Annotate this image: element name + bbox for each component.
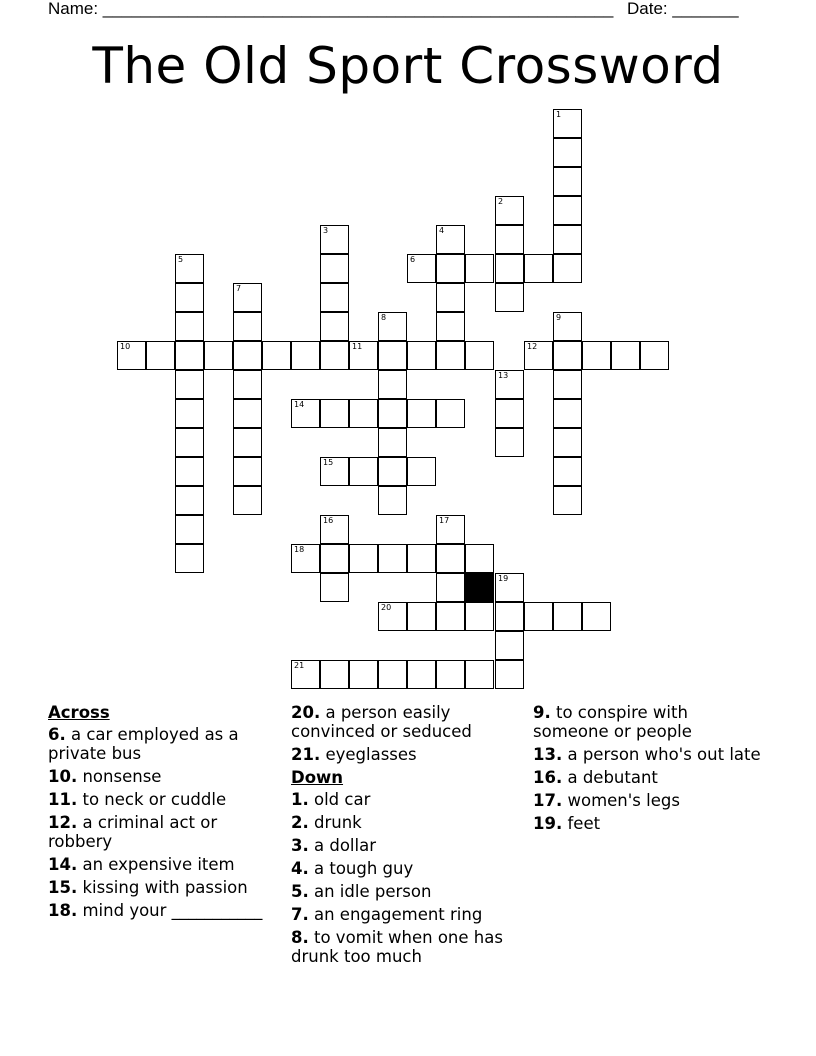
grid-cell[interactable] [349,399,378,428]
grid-cell[interactable] [320,660,349,689]
grid-cell[interactable] [378,399,407,428]
clue-text: to vomit when one has drunk too much [291,928,503,966]
clue-item [533,745,765,764]
clue-text: eyeglasses [320,745,417,764]
grid-cell[interactable] [378,602,407,631]
grid-cell[interactable] [436,573,465,602]
grid-cell[interactable] [407,341,436,370]
grid-cell[interactable] [204,341,233,370]
clue-number-label: 1. [291,790,309,809]
down-clue-list [291,790,523,966]
grid-cell[interactable] [553,370,582,399]
across-clue-list-continued [291,703,523,764]
grid-cell[interactable] [495,254,524,283]
grid-cell[interactable] [407,254,436,283]
grid-cell[interactable] [320,225,349,254]
clue-number: 2 [498,197,504,206]
clue-text: a person who's out late [562,745,761,764]
clue-number-label: 6. [48,725,66,744]
clue-number: 11 [352,342,363,351]
grid-cell[interactable] [611,341,640,370]
grid-cell[interactable] [233,399,262,428]
grid-cell[interactable] [320,399,349,428]
across-heading: Across [48,703,110,722]
grid-cell[interactable] [553,312,582,341]
clue-item [48,790,280,809]
clue-column-1 [48,703,280,924]
grid-cell[interactable] [349,544,378,573]
down-heading: Down [291,768,344,787]
clue-item [533,703,765,741]
clue-number: 14 [294,400,305,409]
clue-item [48,901,280,920]
grid-cell[interactable] [553,138,582,167]
clue-number: 16 [323,516,334,525]
clue-item [291,790,523,809]
clue-text: mind your ___________ [77,901,263,920]
name-field-label: Name: ______________________________________________________ [48,0,614,18]
grid-cell[interactable] [320,283,349,312]
grid-cell[interactable] [436,283,465,312]
clue-text: kissing with passion [77,878,248,897]
clue-item [48,855,280,874]
down-clue-list-continued [533,703,765,833]
grid-cell[interactable] [553,486,582,515]
clue-text: a tough guy [308,859,414,878]
grid-cell[interactable] [524,602,553,631]
grid-cell[interactable] [582,602,611,631]
grid-cell[interactable] [378,486,407,515]
clue-text: an expensive item [77,855,235,874]
grid-cell[interactable] [553,457,582,486]
grid-cell[interactable] [233,486,262,515]
grid-cell[interactable] [233,428,262,457]
grid-cell[interactable] [378,370,407,399]
grid-cell[interactable] [436,544,465,573]
grid-cell[interactable] [175,370,204,399]
grid-cell[interactable] [553,225,582,254]
grid-cell[interactable] [553,428,582,457]
grid-cell[interactable] [495,283,524,312]
grid-cell[interactable] [524,341,553,370]
clue-text: a debutant [562,768,658,787]
clue-text: a dollar [308,836,376,855]
grid-cell[interactable] [175,254,204,283]
grid-cell[interactable] [262,341,291,370]
grid-cell[interactable] [436,225,465,254]
clue-number: 12 [527,342,538,351]
grid-cell[interactable] [465,254,494,283]
clue-text: nonsense [77,767,162,786]
grid-cell[interactable] [378,457,407,486]
clue-number: 5 [178,255,184,264]
grid-cell[interactable] [553,254,582,283]
clue-item [533,768,765,787]
grid-cell[interactable] [320,515,349,544]
clue-number-label: 7. [291,905,309,924]
clue-number: 8 [381,313,387,322]
clue-number-label: 19. [533,814,563,833]
grid-cell[interactable] [378,544,407,573]
grid-cell[interactable] [117,341,146,370]
grid-cell[interactable] [495,399,524,428]
clue-number: 19 [498,574,509,583]
grid-cell[interactable] [465,602,494,631]
clue-item [48,813,280,851]
clue-number: 6 [410,255,416,264]
page-title: The Old Sport Crossword [92,37,724,95]
grid-cell[interactable] [495,225,524,254]
clue-number-label: 13. [533,745,563,764]
clue-number: 7 [236,284,242,293]
clue-number-label: 18. [48,901,78,920]
grid-cell[interactable] [349,341,378,370]
grid-cell[interactable] [436,399,465,428]
grid-cell[interactable] [495,660,524,689]
clue-item [533,814,765,833]
clue-number-label: 11. [48,790,78,809]
grid-cell[interactable] [175,515,204,544]
clue-number: 3 [323,226,329,235]
clue-item [48,767,280,786]
grid-cell[interactable] [378,428,407,457]
clue-number: 1 [556,110,562,119]
clue-number: 10 [120,342,131,351]
grid-cell[interactable] [495,631,524,660]
grid-cell[interactable] [495,370,524,399]
grid-cell[interactable] [233,370,262,399]
clue-number-label: 20. [291,703,321,722]
grid-cell[interactable] [175,457,204,486]
grid-cell[interactable] [320,254,349,283]
grid-cell[interactable] [465,341,494,370]
clue-item [291,859,523,878]
grid-cell[interactable] [640,341,669,370]
grid-cell[interactable] [175,486,204,515]
grid-cell[interactable] [495,428,524,457]
grid-cell[interactable] [407,399,436,428]
clue-column-3 [533,703,765,837]
clue-number-label: 10. [48,767,78,786]
clue-item [533,791,765,810]
grid-cell[interactable] [320,573,349,602]
grid-cell[interactable] [582,341,611,370]
grid-cell[interactable] [291,399,320,428]
grid-cell[interactable] [175,428,204,457]
grid-cell[interactable] [291,341,320,370]
grid-cell[interactable] [407,457,436,486]
clue-item [291,745,523,764]
grid-cell[interactable] [553,341,582,370]
grid-cell[interactable] [175,283,204,312]
clue-number-label: 5. [291,882,309,901]
clue-number: 15 [323,458,334,467]
clue-number: 21 [294,661,305,670]
grid-cell[interactable] [378,341,407,370]
grid-cell[interactable] [553,602,582,631]
grid-cell[interactable] [320,312,349,341]
clue-text: drunk [308,813,362,832]
clue-item [291,882,523,901]
clue-item [48,725,280,763]
clue-text: an idle person [308,882,432,901]
grid-cell[interactable] [320,544,349,573]
grid-cell[interactable] [495,196,524,225]
grid-cell[interactable] [495,573,524,602]
clue-number: 20 [381,603,392,612]
grid-cell[interactable] [436,660,465,689]
clue-text: an engagement ring [308,905,483,924]
clue-number-label: 14. [48,855,78,874]
grid-cell[interactable] [233,312,262,341]
grid-cell[interactable] [291,660,320,689]
clue-text: feet [562,814,601,833]
grid-cell[interactable] [465,660,494,689]
grid-cell[interactable] [553,196,582,225]
clue-number-label: 16. [533,768,563,787]
grid-cell[interactable] [349,457,378,486]
clue-item [291,703,523,741]
clue-text: women's legs [562,791,680,810]
grid-cell[interactable] [146,341,175,370]
grid-cell[interactable] [175,312,204,341]
clue-text: old car [308,790,371,809]
grid-cell[interactable] [175,544,204,573]
grid-cell[interactable] [320,457,349,486]
grid-cell[interactable] [233,341,262,370]
clue-item [291,813,523,832]
grid-cell[interactable] [378,312,407,341]
across-clue-list [48,725,280,920]
clue-column-2 [291,703,523,970]
grid-cell[interactable] [436,312,465,341]
clue-item [291,836,523,855]
date-field-label: Date: _______ [627,0,739,18]
grid-cell[interactable] [436,341,465,370]
grid-cell[interactable] [407,544,436,573]
grid-cell[interactable] [175,399,204,428]
grid-cell[interactable] [175,341,204,370]
clue-number: 13 [498,371,509,380]
grid-cell[interactable] [291,544,320,573]
grid-cell[interactable] [233,283,262,312]
clue-text: a person easily convinced or seduced [291,703,472,741]
clue-number-label: 21. [291,745,321,764]
clue-number: 4 [439,226,445,235]
clue-number-label: 17. [533,791,563,810]
grid-cell[interactable] [320,341,349,370]
grid-cell[interactable] [436,254,465,283]
clue-number-label: 12. [48,813,78,832]
grid-cell[interactable] [407,660,436,689]
grid-cell[interactable] [407,602,436,631]
grid-cell[interactable] [495,602,524,631]
grid-cell[interactable] [553,109,582,138]
grid-cell[interactable] [436,602,465,631]
grid-cell[interactable] [233,457,262,486]
clue-item [291,905,523,924]
black-grid-cell [465,573,494,602]
grid-cell[interactable] [553,167,582,196]
clue-number-label: 4. [291,859,309,878]
clue-number: 18 [294,545,305,554]
clue-number-label: 15. [48,878,78,897]
clue-number: 17 [439,516,450,525]
clue-text: to neck or cuddle [77,790,227,809]
grid-cell[interactable] [349,660,378,689]
clue-number: 9 [556,313,562,322]
clue-number-label: 9. [533,703,551,722]
clue-text: to conspire with someone or people [533,703,692,741]
clue-item [48,878,280,897]
clue-number-label: 2. [291,813,309,832]
grid-cell[interactable] [465,544,494,573]
grid-cell[interactable] [378,660,407,689]
grid-cell[interactable] [553,399,582,428]
clue-number-label: 8. [291,928,309,947]
clue-text: a criminal act or robbery [48,813,218,851]
clue-number-label: 3. [291,836,309,855]
clue-text: a car employed as a private bus [48,725,239,763]
grid-cell[interactable] [436,515,465,544]
grid-cell[interactable] [524,254,553,283]
clue-item [291,928,523,966]
